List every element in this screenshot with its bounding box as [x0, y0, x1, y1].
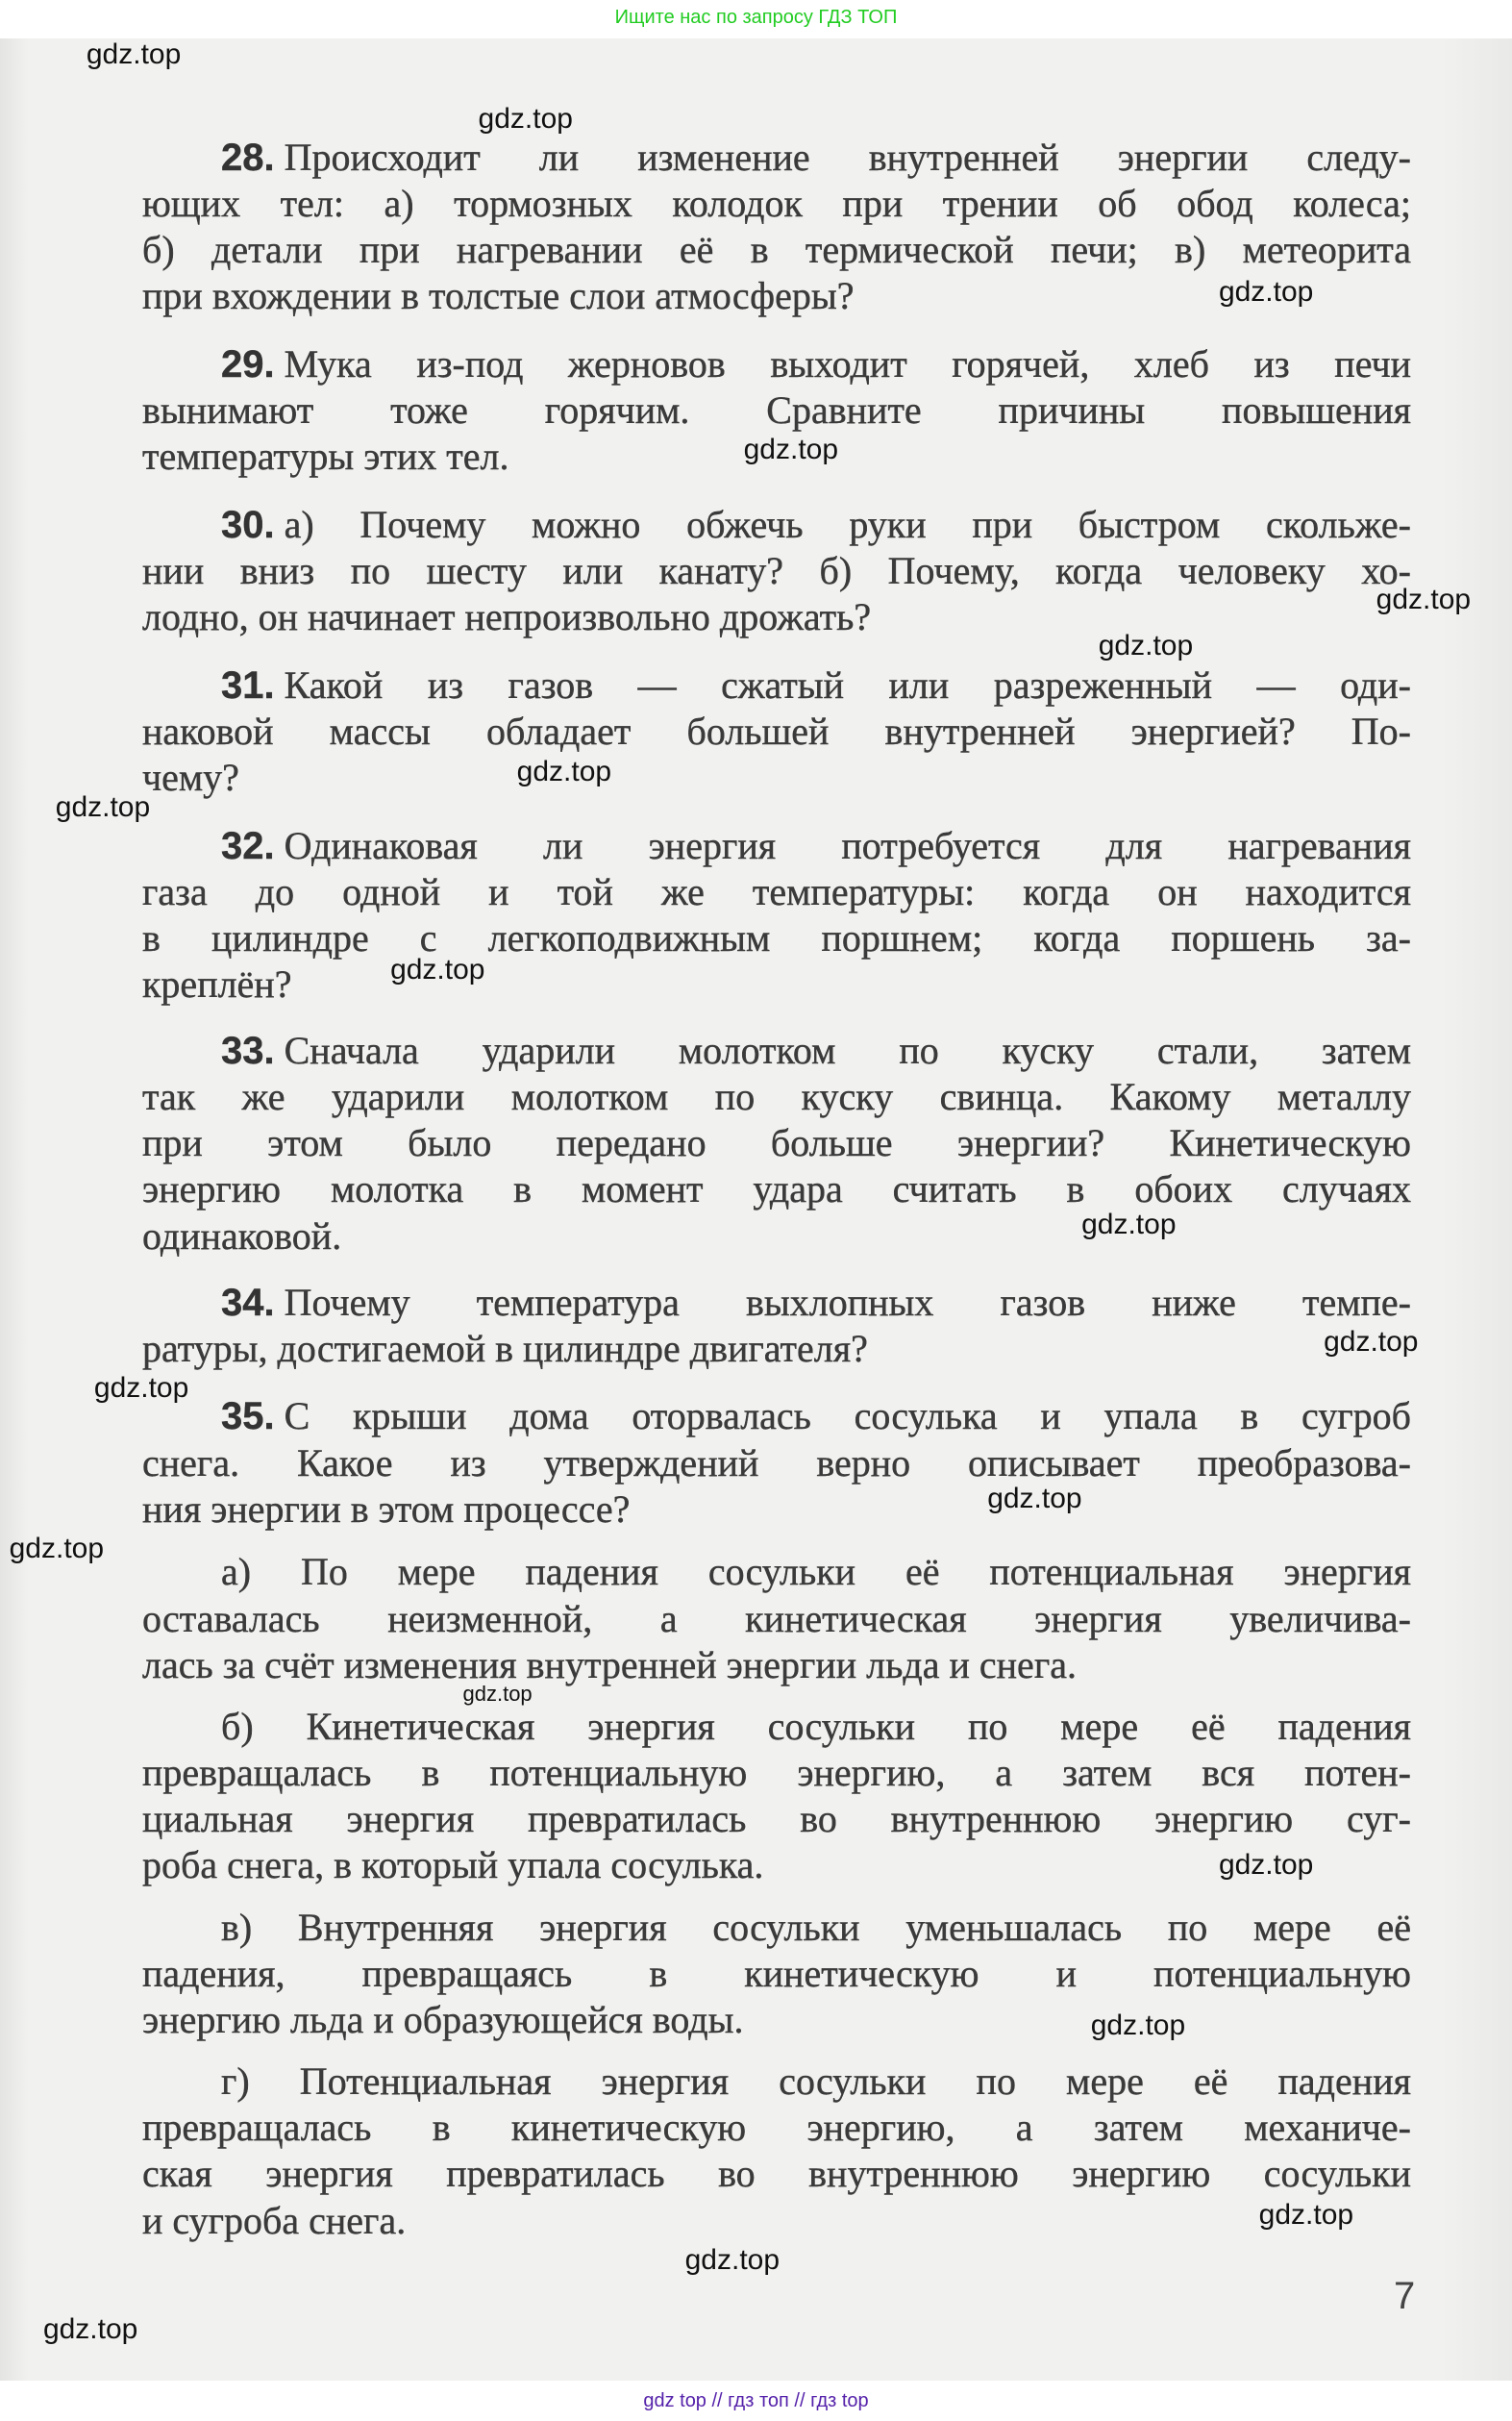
- problem-line: [142, 183, 1411, 225]
- problem-text: так же ударили молотком по куску свинца. Какому металлу: [142, 1075, 1411, 1119]
- answer-option-line: г) Потенциальная энергия сосульки по мере её падения: [221, 2059, 1411, 2104]
- problem-text: Сначала ударили молотком по куску стали, затем: [284, 1029, 1411, 1072]
- answer-option-line: оставалась неизменной, а кинетическая энергия увеличива-: [142, 1596, 1411, 1640]
- problem-number: 33.: [221, 1030, 275, 1072]
- problem-text: при этом было передано больше энергии? Кинетическую: [142, 1121, 1411, 1165]
- watermark-gdz-top: gdz.top: [42, 2312, 138, 2345]
- footer-banner: [0, 2381, 1512, 2421]
- watermark-gdz-top: gdz.top: [1081, 1208, 1177, 1240]
- problem-text: в цилиндре с легкоподвижным поршнем; когда поршень за-: [142, 915, 1411, 960]
- problem-text: Мука из-под жерновов выходит горячей, хлеб из печи: [284, 341, 1411, 386]
- problem-line: [142, 596, 871, 638]
- problem-text: С крыши дома оторвалась сосулька и упала в сугроб: [284, 1394, 1411, 1438]
- answer-option-line: а) По мере падения сосульки её потенциальная энергия: [221, 1550, 1411, 1594]
- answer-option-line: превращалась в потенциальную энергию, а затем вся потен-: [142, 1751, 1411, 1795]
- answer-option-line: падения, превращаясь в кинетическую и потенциальную: [142, 1951, 1411, 1995]
- problem-text: ния энергии в этом процессе?: [142, 1486, 631, 1531]
- problem-line: [142, 1215, 341, 1258]
- watermark-gdz-top: gdz.top: [684, 2243, 781, 2276]
- problem-text: одинаковой.: [142, 1213, 342, 1258]
- answer-option-line: и сугроба снега.: [142, 2198, 407, 2242]
- watermark-gdz-top: gdz.top: [1218, 1848, 1314, 1881]
- problem-text: при вхождении в толстые слои атмосферы?: [142, 274, 855, 318]
- footer-banner-text: gdz top // гдз топ // гдз top: [643, 2390, 869, 2411]
- watermark-gdz-top: gdz.top: [1376, 583, 1472, 615]
- answer-option-line: превращалась в кинетическую энергию, а затем механиче-: [142, 2106, 1411, 2150]
- problem-line: [142, 1122, 1411, 1164]
- problem-line: [142, 1442, 1411, 1485]
- problem-line: [221, 1395, 1411, 1437]
- answer-option-line: энергию льда и образующейся воды.: [142, 1997, 744, 2041]
- problem-line: [221, 1030, 1411, 1072]
- watermark-gdz-top: gdz.top: [86, 37, 182, 70]
- answer-option-line: лась за счёт изменения внутренней энергии льда и снега.: [142, 1642, 1077, 1686]
- problem-line: [221, 504, 1411, 546]
- header-banner-text: Ищите нас по запросу ГДЗ ТОП: [614, 7, 898, 28]
- problem-line: [142, 711, 1411, 753]
- problem-text: чему?: [142, 755, 239, 799]
- problem-line: [142, 229, 1411, 271]
- problem-text: снега. Какое из утверждений верно описывает преобразова-: [142, 1440, 1411, 1485]
- answer-option-line: в) Внутренняя энергия сосульки уменьшалась по мере её: [221, 1905, 1411, 1949]
- watermark-gdz-top: gdz.top: [987, 1483, 1082, 1515]
- problem-line: [142, 1076, 1411, 1118]
- problem-number: 34.: [221, 1281, 275, 1324]
- watermark-gdz-top: gdz.top: [9, 1532, 105, 1564]
- watermark-gdz-top: gdz.top: [390, 953, 485, 986]
- problem-number: 30.: [221, 503, 275, 546]
- problem-number: 35.: [221, 1395, 275, 1438]
- watermark-gdz-top: gdz.top: [462, 1681, 533, 1706]
- watermark-gdz-top: gdz.top: [1218, 276, 1314, 309]
- problem-line: [142, 963, 291, 1006]
- problem-number: 31.: [221, 663, 275, 707]
- problem-text: Происходит ли изменение внутренней энергии следу-: [284, 135, 1411, 179]
- problem-line: [221, 825, 1411, 867]
- problem-text: лодно, он начинает непроизвольно дрожать?: [142, 595, 872, 638]
- answer-option-line: роба снега, в который упала сосулька.: [142, 1843, 764, 1887]
- watermark-gdz-top: gdz.top: [478, 103, 573, 136]
- problem-line: [142, 757, 239, 799]
- problem-text: энергию молотка в момент удара считать в обоих случаях: [142, 1167, 1411, 1211]
- watermark-gdz-top: gdz.top: [93, 1371, 189, 1404]
- answer-option-line: циальная энергия превратилась во внутреннюю энергию суг-: [142, 1797, 1411, 1841]
- watermark-gdz-top: gdz.top: [1098, 629, 1194, 661]
- problem-text: нии вниз по шесту или канату? б) Почему, когда человеку хо-: [142, 548, 1411, 592]
- problem-text: температуры этих тел.: [142, 435, 509, 479]
- problem-line: [142, 550, 1411, 592]
- watermark-gdz-top: gdz.top: [516, 756, 612, 788]
- problem-number: 29.: [221, 342, 275, 386]
- problem-text: газа до одной и той же температуры: когда он находится: [142, 869, 1411, 913]
- problem-line: [142, 275, 854, 317]
- problem-line: [142, 917, 1411, 960]
- problem-text: Одинаковая ли энергия потребуется для нагревания: [284, 823, 1411, 867]
- watermark-gdz-top: gdz.top: [743, 433, 839, 465]
- problem-line: [142, 1168, 1411, 1210]
- problem-text: наковой массы обладает большей внутренней энергией? По-: [142, 709, 1411, 753]
- page-number: 7: [1394, 2275, 1416, 2317]
- problem-text: ющих тел: а) тормозных колодок при трении об обод колеса;: [142, 181, 1411, 225]
- problem-line: [142, 436, 509, 478]
- header-banner: [0, 0, 1512, 38]
- answer-option-line: б) Кинетическая энергия сосульки по мере её падения: [221, 1704, 1411, 1748]
- problem-line: [142, 871, 1411, 913]
- watermark-gdz-top: gdz.top: [1258, 2198, 1354, 2231]
- watermark-gdz-top: gdz.top: [55, 791, 151, 824]
- problem-line: [142, 389, 1411, 432]
- problem-line: [221, 1282, 1411, 1324]
- problem-text: ратуры, достигаемой в цилиндре двигателя?: [142, 1326, 868, 1370]
- watermark-gdz-top: gdz.top: [1090, 2009, 1186, 2041]
- problem-number: 28.: [221, 136, 275, 179]
- problem-line: [221, 137, 1411, 179]
- problem-line: [142, 1488, 630, 1531]
- problem-text: креплён?: [142, 961, 292, 1006]
- problem-line: [221, 343, 1411, 386]
- problem-number: 32.: [221, 824, 275, 867]
- answer-option-line: ская энергия превратилась во внутреннюю энергию сосульки: [142, 2152, 1411, 2196]
- problem-text: Какой из газов — сжатый или разреженный — оди-: [284, 662, 1411, 707]
- watermark-gdz-top: gdz.top: [1324, 1325, 1419, 1358]
- problem-line: [221, 664, 1411, 707]
- problem-line: [142, 1328, 868, 1370]
- problem-text: б) детали при нагревании её в термической печи; в) метеорита: [142, 228, 1411, 271]
- problem-text: а) Почему можно обжечь руки при быстром скольже-: [284, 502, 1411, 546]
- problem-text: вынимают тоже горячим. Сравните причины повышения: [142, 387, 1411, 432]
- problem-text: Почему температура выхлопных газов ниже темпе-: [284, 1280, 1411, 1324]
